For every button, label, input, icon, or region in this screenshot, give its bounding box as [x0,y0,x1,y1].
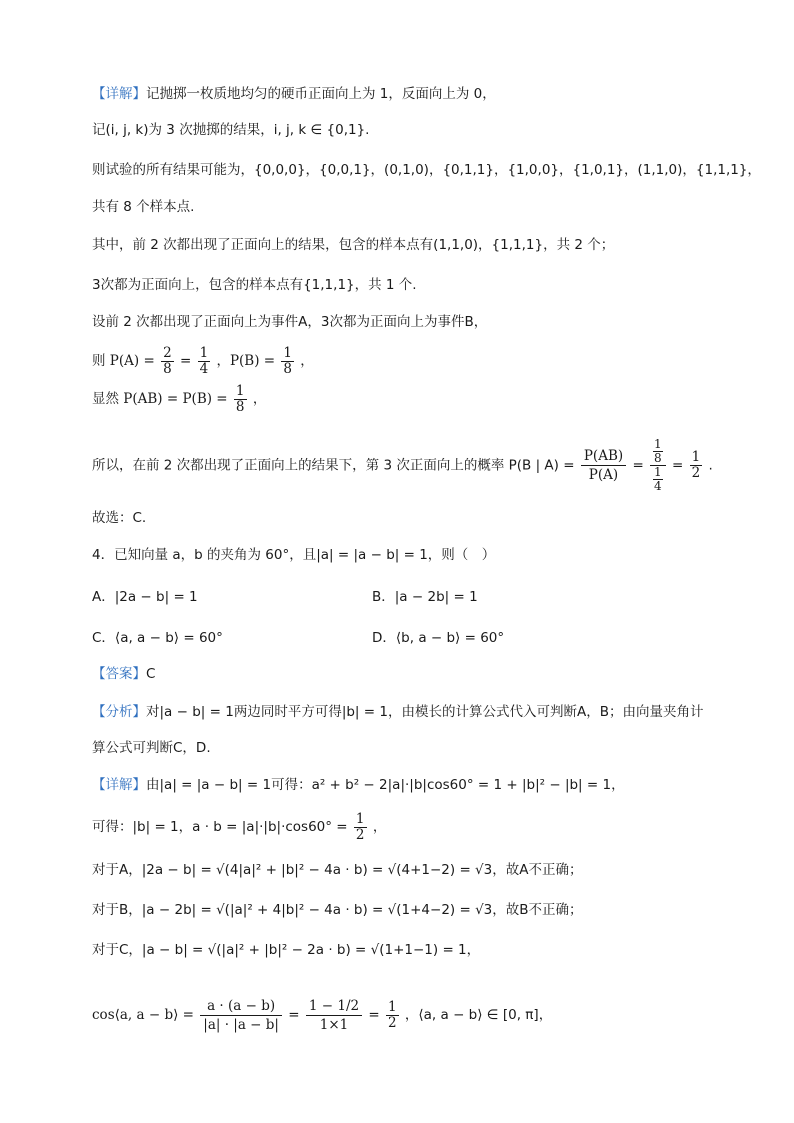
detail-tag: 【详解】 [92,777,146,793]
analysis-line-1: 【分析】对|a − b| = 1两边同时平方可得|b| = 1，由模长的计算公式代入可判断A，B；由向量夹角计 [92,704,704,720]
option-b: B．|a − 2b| = 1 [372,589,478,605]
detail-option-a-check: 对于A，|2a − b| = √(4|a|² + |b|² − 4a · b) = √(4+1−2) = √3，故A不正确； [92,862,583,878]
option-d: D．⟨b, a − b⟩ = 60° [372,630,505,646]
detail-paragraph-5: 其中，前 2 次都出现了正面向上的结果，包含的样本点有(1,1,0)，{1,1,1}，共 2 个； [92,237,615,253]
fraction: $\frac{1}{2}$ [691,449,701,481]
fraction: $\frac{1}{2}$ [388,998,397,1031]
question-4-stem: 4．已知向量 a，b 的夹角为 60°，且|a| = |a − b| = 1，则（ ） [92,547,496,563]
fraction: $\frac{P(AB)}{P(A)}$ [581,447,626,484]
analysis-tag: 【分析】 [92,704,146,720]
answer-line: 【答案】C [92,666,156,682]
detail-option-b-check: 对于B，|a − 2b| = √(|a|² + 4|b|² − 4a · b) = √(1+4−2) = √3，故B不正确； [92,902,583,918]
conditional-probability-line: 所以，在前 2 次都出现了正面向上的结果下，第 3 次正面向上的概率 P(B | A) = $\frac{P(AB)}{P(A)}$ = $\frac{\frac{1}{8}}{\frac{1}{4}}$ = $\frac{1}{2}$ . [92,437,713,493]
choice-conclusion: 故选：C. [92,510,147,526]
detail-derivation-1: 【详解】由|a| = |a − b| = 1可得：a² + b² − 2|a|·|b|cos60° = 1 + |b|² − |b| = 1， [92,777,625,793]
detail-paragraph-3: 则试验的所有结果可能为，{0,0,0}，{0,0,1}，(0,1,0)，{0,1,1}，{1,0,0}，{1,0,1}，(1,1,0)，{1,1,1}， [92,162,761,178]
fraction: $\frac{a \cdot (a - b)}{|a| \cdot |a - b|}$ [200,997,282,1034]
detail-tag: 【详解】 [92,86,146,102]
fraction: $\frac{1}{8}$ [283,344,292,377]
fraction: $\frac{1}{8}$ [235,382,245,415]
detail-paragraph-4: 共有 8 个样本点. [92,199,195,215]
detail-paragraph-7: 设前 2 次都出现了正面向上为事件A，3次都为正面向上为事件B， [92,314,488,330]
probability-pa-line: 则 P(A) = $\frac{2}{8}$ = $\frac{1}{4}$ ，P(B) = $\frac{1}{8}$ ， [92,344,314,377]
option-c: C．⟨a, a − b⟩ = 60° [92,630,223,646]
fraction: $\frac{1}{4}$ [199,344,209,377]
detail-paragraph-6: 3次都为正面向上，包含的样本点有{1,1,1}，共 1 个. [92,277,417,293]
detail-paragraph-2: 记(i, j, k)为 3 次抛掷的结果，i, j, k ∈ {0,1}. [92,122,370,138]
detail-paragraph-1: 【详解】记抛掷一枚质地均匀的硬币正面向上为 1，反面向上为 0， [92,86,496,102]
fraction: $\frac{2}{8}$ [163,344,172,377]
fraction: $\frac{1 - 1/2}{1\times 1}$ [306,997,362,1034]
detail-option-c-check: 对于C，|a − b| = √(|a|² + |b|² − 2a · b) = √(1+1−1) = 1， [92,942,481,958]
answer-tag: 【答案】 [92,666,146,682]
cosine-formula-line: cos⟨a, a − b⟩ = $\frac{a \cdot (a - b)}{|a| \cdot |a - b|}$ = $\frac{1 - 1/2}{1\times 1}$ = $\frac{1}{2}$ ，⟨a, a − b⟩ ∈ [0, π]， [92,997,553,1033]
analysis-line-2: 算公式可判断C，D. [92,740,211,756]
detail-derivation-2: 可得：|b| = 1，a · b = |a|·|b|·cos60° = $\frac{1}{2}$ ， [92,810,387,843]
fraction: $\frac{1}{2}$ [355,810,365,843]
probability-pab-line: 显然 P(AB) = P(B) = $\frac{1}{8}$ ， [92,382,267,415]
option-a: A．|2a − b| = 1 [92,589,198,605]
nested-fraction: $\frac{\frac{1}{8}}{\frac{1}{4}}$ [650,438,666,493]
